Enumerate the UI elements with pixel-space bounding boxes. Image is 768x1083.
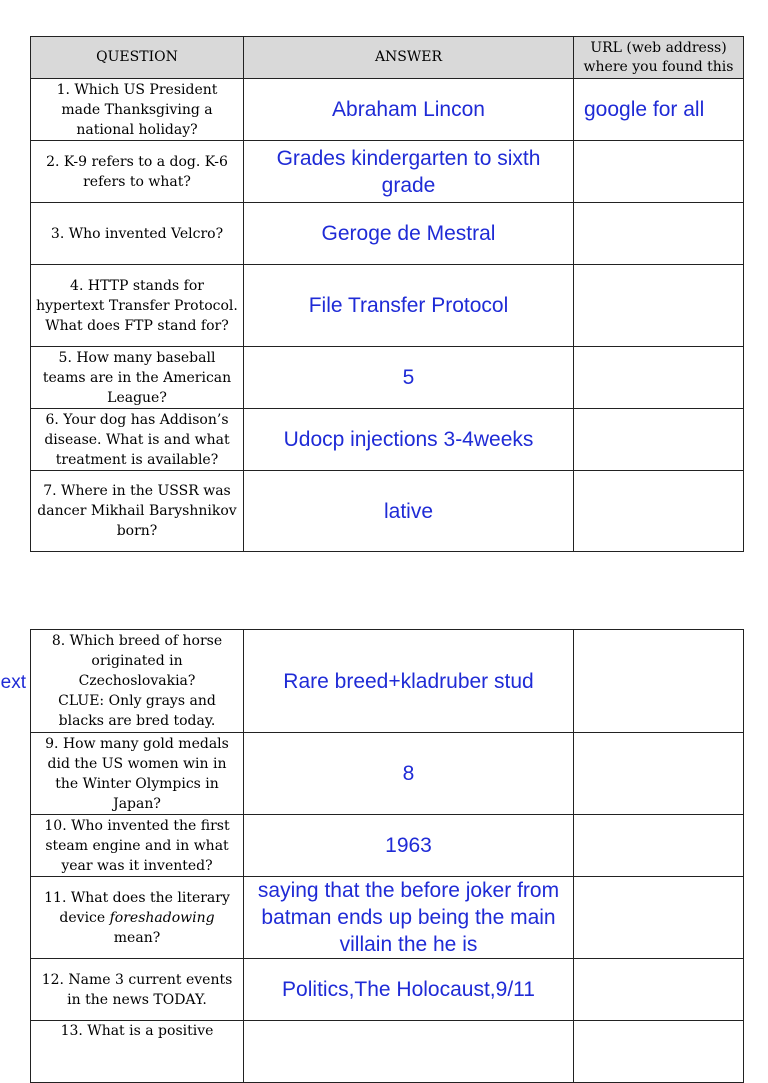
answer-cell[interactable]: Grades kindergarten to sixth grade bbox=[244, 141, 574, 203]
answer-cell[interactable]: 1963 bbox=[244, 815, 574, 877]
question-header: QUESTION bbox=[31, 37, 244, 79]
question-cell: 4. HTTP stands for hypertext Transfer Protocol. What does FTP stand for? bbox=[31, 265, 244, 347]
url-cell[interactable] bbox=[574, 347, 744, 409]
url-cell[interactable] bbox=[574, 265, 744, 347]
answer-cell[interactable]: Abraham Lincon bbox=[244, 79, 574, 141]
url-cell[interactable] bbox=[574, 959, 744, 1021]
question-cell: 7. Where in the USSR was dancer Mikhail Baryshnikov born? bbox=[31, 471, 244, 552]
table-row bbox=[31, 141, 744, 203]
question-cell: 3. Who invented Velcro? bbox=[31, 203, 244, 265]
url-cell[interactable] bbox=[574, 1021, 744, 1083]
url-cell[interactable] bbox=[574, 877, 744, 959]
question-cell bbox=[31, 877, 244, 959]
question-text-start: 11. What does the literary device bbox=[44, 889, 230, 926]
table-row bbox=[31, 877, 744, 959]
worksheet-table-bottom bbox=[30, 629, 744, 1083]
question-cell: 9. How many gold medals did the US women win in the Winter Olympics in Japan? bbox=[31, 733, 244, 815]
url-cell[interactable] bbox=[574, 203, 744, 265]
url-cell[interactable]: google for all bbox=[574, 79, 744, 141]
answer-cell[interactable]: Udocp injections 3-4weeks bbox=[244, 409, 574, 471]
question-cell: 6. Your dog has Addison’s disease. What is and what treatment is available? bbox=[31, 409, 244, 471]
table-row bbox=[31, 733, 744, 815]
table-row bbox=[31, 959, 744, 1021]
table-row bbox=[31, 79, 744, 141]
answer-cell[interactable]: saying that the before joker from batman ends up being the main villain the he is bbox=[244, 877, 574, 959]
answer-cell[interactable]: 8 bbox=[244, 733, 574, 815]
answer-cell[interactable]: Rare breed+kladruber stud bbox=[244, 630, 574, 733]
table-row bbox=[31, 1021, 744, 1083]
answer-cell[interactable]: 5 bbox=[244, 347, 574, 409]
answer-cell[interactable]: Geroge de Mestral bbox=[244, 203, 574, 265]
url-cell[interactable] bbox=[574, 471, 744, 552]
table-row bbox=[31, 815, 744, 877]
url-cell[interactable] bbox=[574, 733, 744, 815]
url-cell[interactable] bbox=[574, 815, 744, 877]
header-row bbox=[31, 37, 744, 79]
question-cell: 1. Which US President made Thanksgiving a national holiday? bbox=[31, 79, 244, 141]
table-row bbox=[31, 409, 744, 471]
table-row bbox=[31, 203, 744, 265]
table-row bbox=[31, 265, 744, 347]
question-cell bbox=[31, 630, 244, 733]
answer-cell[interactable]: Politics,The Holocaust,9/11 bbox=[244, 959, 574, 1021]
table-row bbox=[31, 347, 744, 409]
question-clue: CLUE: Only grays and blacks are bred today. bbox=[58, 693, 216, 729]
url-cell[interactable] bbox=[574, 630, 744, 733]
question-term: foreshadowing bbox=[109, 909, 215, 926]
url-cell[interactable] bbox=[574, 409, 744, 471]
answer-cell[interactable] bbox=[244, 1021, 574, 1083]
table-row bbox=[31, 471, 744, 552]
question-text-end: mean? bbox=[113, 929, 161, 946]
question-text: 8. Which breed of horse originated in Czechoslovakia? bbox=[51, 633, 223, 689]
answer-header: ANSWER bbox=[244, 37, 574, 79]
answer-cell[interactable]: File Transfer Protocol bbox=[244, 265, 574, 347]
question-cell: 10. Who invented the first steam engine and in what year was it invented? bbox=[31, 815, 244, 877]
question-cell: 5. How many baseball teams are in the American League? bbox=[31, 347, 244, 409]
worksheet-table-top bbox=[30, 36, 744, 552]
url-cell[interactable] bbox=[574, 141, 744, 203]
url-header: URL (web address) where you found this bbox=[574, 37, 744, 79]
table-row bbox=[31, 630, 744, 733]
question-cell: 12. Name 3 current events in the news TODAY. bbox=[31, 959, 244, 1021]
stray-answer-fragment: ext bbox=[0, 672, 26, 693]
answer-cell[interactable]: lative bbox=[244, 471, 574, 552]
question-cell: 2. K-9 refers to a dog. K-6 refers to what? bbox=[31, 141, 244, 203]
question-cell: 13. What is a positive bbox=[31, 1021, 244, 1083]
